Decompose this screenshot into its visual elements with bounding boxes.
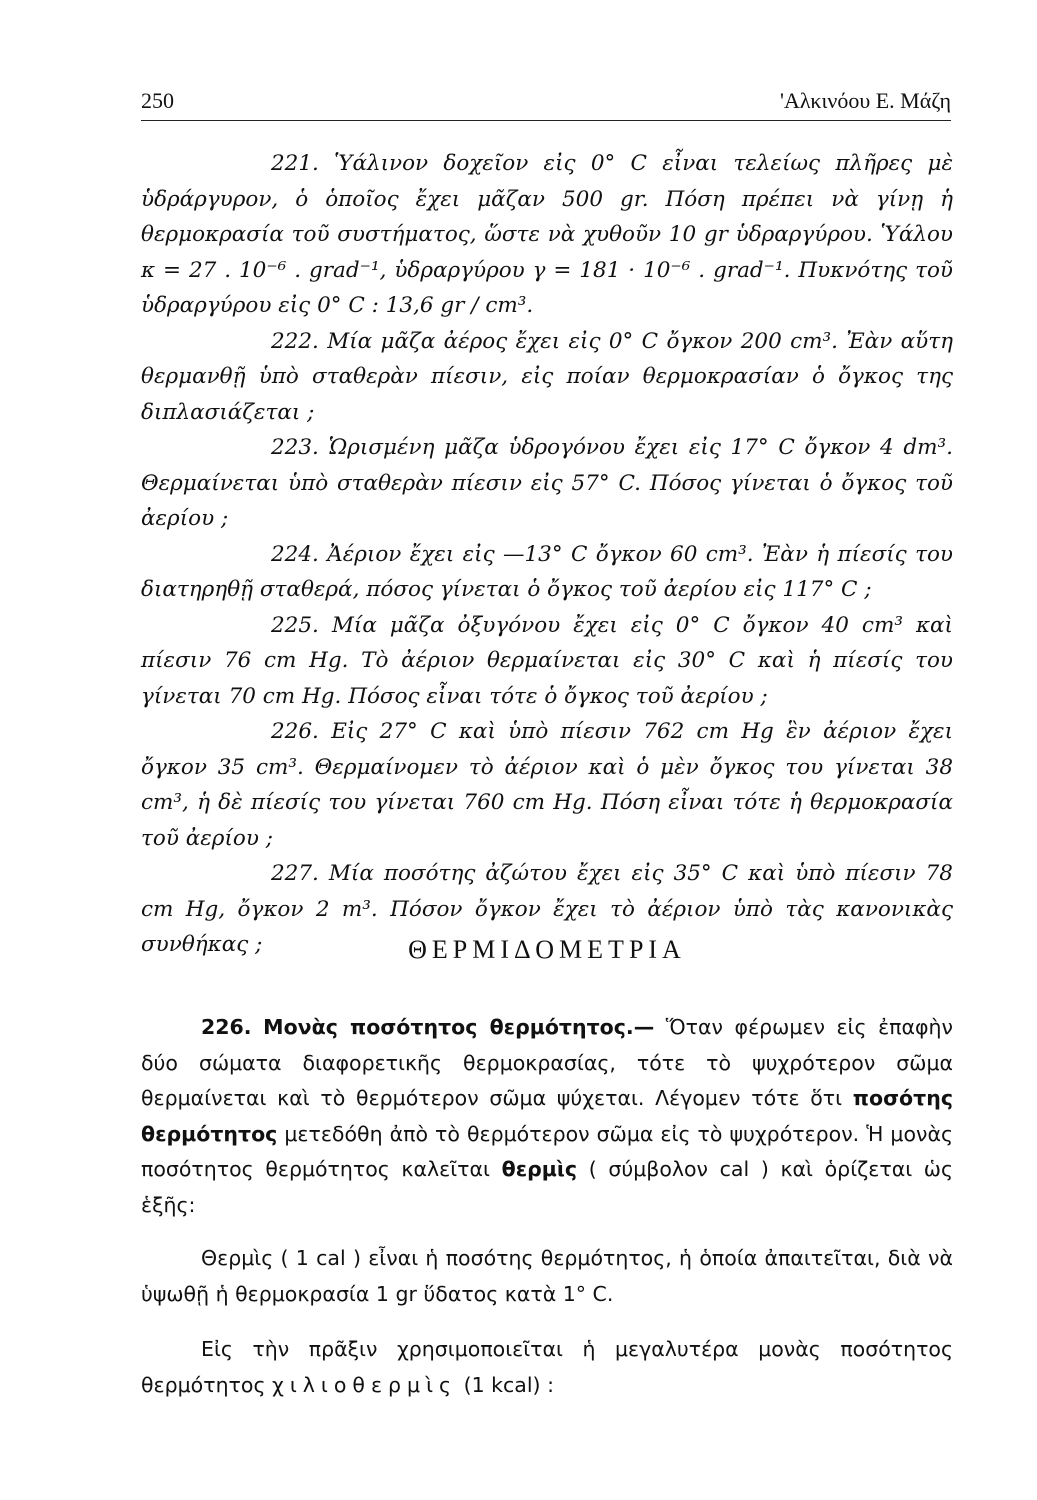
- problem-text: Μία μᾶζα ἀέρος ἔχει εἰς 0° C ὄγκον 200 cm³. Ἐὰν αὕτη θερμανθῇ ὑπὸ σταθερὰν πίεσιν, εἰς ποίαν θερμοκρασίαν ὁ ὄγκος της διπλασιάζεται ;: [141, 328, 953, 425]
- problem-item: [141, 430, 953, 537]
- page-header: [141, 84, 951, 121]
- problem-item: [141, 608, 953, 715]
- bold-term-heat-quantity: ποσότης θερμότητος: [141, 1086, 953, 1146]
- practice-text-2: (1 kcal) :: [463, 1372, 554, 1397]
- heading-number: 226.: [201, 1015, 252, 1039]
- running-head: 'Αλκινόου Ε. Μάζη: [780, 88, 951, 113]
- problem-text: Μία μᾶζα ὀξυγόνου ἔχει εἰς 0° C ὄγκον 40 cm³ καὶ πίεσιν 76 cm Hg. Τὸ ἀέριον θερμαίνεται εἰς 30° C καὶ ἡ πίεσίς του γίνεται 70 cm Hg. Πόσος εἶναι τότε ὁ ὄγκος τοῦ ἀερίου ;: [141, 612, 953, 709]
- problem-number: 224.: [271, 541, 319, 567]
- practice-paragraph: [141, 1332, 953, 1403]
- problem-text: Ἀέριον ἔχει εἰς —13° C ὄγκον 60 cm³. Ἐὰν ἡ πίεσίς του διατηρηθῇ σταθερά, πόσος γίνεται ὁ ὄγκος τοῦ ἀερίου εἰς 117° C ;: [141, 541, 953, 602]
- problem-list: [141, 146, 953, 963]
- heading-title: Μονὰς ποσότητος θερμότητος.—: [263, 1015, 655, 1039]
- problem-number: 222.: [271, 328, 319, 354]
- intro-text-1: Ὅταν φέρωμεν εἰς ἐπαφὴν δύο σώματα διαφορετικῆς θερμοκρασίας, τότε τὸ ψυχρότερον σῶμα θερμαίνεται καὶ τὸ θερμότερον σῶμα ψύχεται. Λέγομεν τότε ὅτι: [141, 1015, 953, 1110]
- problem-number: 227.: [271, 861, 319, 886]
- problem-number: 226.: [271, 719, 319, 744]
- definition-paragraph: Θερμὶς ( 1 cal ) εἶναι ἡ ποσότης θερμότητος, ἡ ὁποία ἀπαιτεῖται, διὰ νὰ ὑψωθῇ ἡ θερμοκρασία 1 gr ὕδατος κατὰ 1° C.: [141, 1246, 953, 1306]
- problem-number: 221.: [271, 151, 319, 176]
- problem-item: [141, 714, 953, 856]
- bold-term-calorie: θερμὶς: [501, 1157, 578, 1181]
- intro-paragraph: [141, 1010, 953, 1223]
- problem-number: 225.: [271, 612, 319, 638]
- problem-text: Ὡρισμένη μᾶζα ὑδρογόνου ἔχει εἰς 17° C ὄγκον 4 dm³. Θερμαίνεται ὑπὸ σταθερὰν πίεσιν εἰς 57° C. Πόσος γίνεται ὁ ὄγκος τοῦ ἀερίου ;: [141, 435, 953, 531]
- kilocalorie-term: χιλιοθερμὶς: [272, 1372, 458, 1397]
- problem-text: Μία ποσότης ἀζώτου ἔχει εἰς 35° C καὶ ὑπὸ πίεσιν 78 cm Hg, ὄγκον 2 m³. Πόσον ὄγκον ἔχει τὸ ἀέριον ὑπὸ τὰς κανονικὰς συνθήκας ;: [141, 861, 953, 957]
- problem-number: 223.: [271, 435, 319, 460]
- intro-text-3: ( σύμβολον cal ) καὶ ὁρίζεται ὡς ἑξῆς:: [141, 1157, 953, 1217]
- section-body: [141, 1010, 953, 1403]
- problem-text: Εἰς 27° C καὶ ὑπὸ πίεσιν 762 cm Hg ἓν ἀέριον ἔχει ὄγκον 35 cm³. Θερμαίνομεν τὸ ἀέριον καὶ ὁ μὲν ὄγκος του γίνεται 38 cm³, ἡ δὲ πίεσίς του γίνεται 760 cm Hg. Πόση εἶναι τότε ἡ θερμοκρασία τοῦ ἀερίου ;: [141, 719, 953, 851]
- intro-text-2: μετεδόθη ἀπὸ τὸ θερμότερον σῶμα εἰς τὸ ψυχρότερον. Ἡ μονὰς ποσότητος θερμότητος καλεῖται: [141, 1121, 953, 1181]
- page-number: 250: [141, 88, 174, 113]
- problem-item: [141, 537, 953, 608]
- problem-item: [141, 146, 953, 324]
- problem-item: [141, 324, 953, 431]
- section-title: ΘΕΡΜΙΔΟΜΕΤΡΙΑ: [408, 935, 686, 964]
- problem-text: Ὑάλινον δοχεῖον εἰς 0° C εἶναι τελείως πλῆρες μὲ ὑδράργυρον, ὁ ὁποῖος ἔχει μᾶζαν 500 gr. Πόση πρέπει νὰ γίνῃ ἡ θερμοκρασία τοῦ συστήματος, ὥστε νὰ χυθοῦν 10 gr ὑδραργύρου. Ὑάλου κ = 27 . 10⁻⁶ . grad⁻¹, ὑδραργύρου γ = 181 · 10⁻⁶ . grad⁻¹. Πυκνότης τοῦ ὑδραργύρου εἰς 0° C : 13,6 gr / cm³.: [141, 151, 953, 318]
- practice-text-1: Εἰς τὴν πρᾶξιν χρησιμοποιεῖται ἡ μεγαλυτέρα μονὰς ποσότητος θερμότητος: [141, 1337, 953, 1397]
